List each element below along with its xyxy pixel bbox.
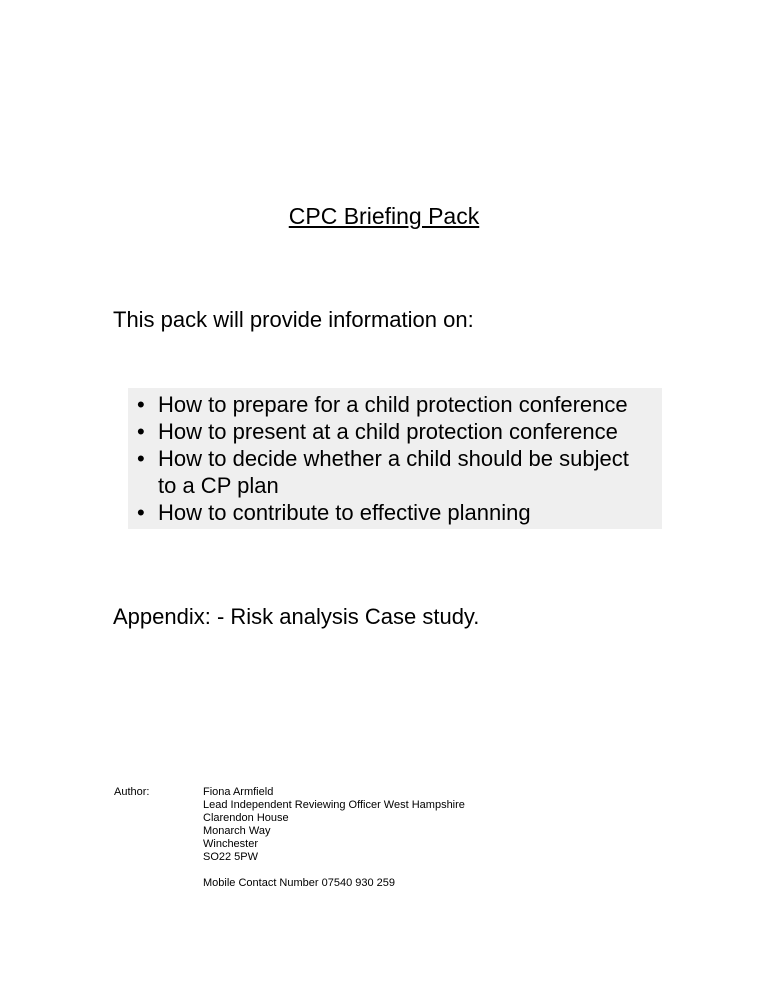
bullet-item: • How to prepare for a child protection conference bbox=[128, 391, 638, 418]
highlighted-bullet-box bbox=[128, 388, 662, 529]
appendix-text: Appendix: - Risk analysis Case study. bbox=[113, 604, 480, 629]
bullet-list bbox=[128, 388, 662, 529]
author-contact: Mobile Contact Number 07540 930 259 bbox=[203, 877, 396, 889]
bullet-item: • How to decide whether a child should be subject to a CP plan bbox=[128, 445, 638, 499]
bullet-item: • How to present at a child protection conference bbox=[128, 418, 638, 445]
author-details bbox=[203, 786, 465, 890]
author-postcode: SO22 5PW bbox=[203, 851, 259, 863]
author-label: Author: bbox=[114, 786, 150, 798]
author-address-line: Winchester bbox=[203, 838, 259, 850]
bullet-item: • How to contribute to effective planning bbox=[128, 499, 638, 526]
author-role: Lead Independent Reviewing Officer West Hampshire bbox=[203, 799, 465, 811]
document-title: CPC Briefing Pack bbox=[288, 203, 480, 229]
author-address-line: Clarendon House bbox=[203, 812, 289, 824]
author-address-line: Monarch Way bbox=[203, 825, 271, 837]
intro-text: This pack will provide information on: bbox=[113, 307, 474, 332]
author-name: Fiona Armfield bbox=[203, 786, 274, 798]
author-block bbox=[114, 786, 465, 890]
